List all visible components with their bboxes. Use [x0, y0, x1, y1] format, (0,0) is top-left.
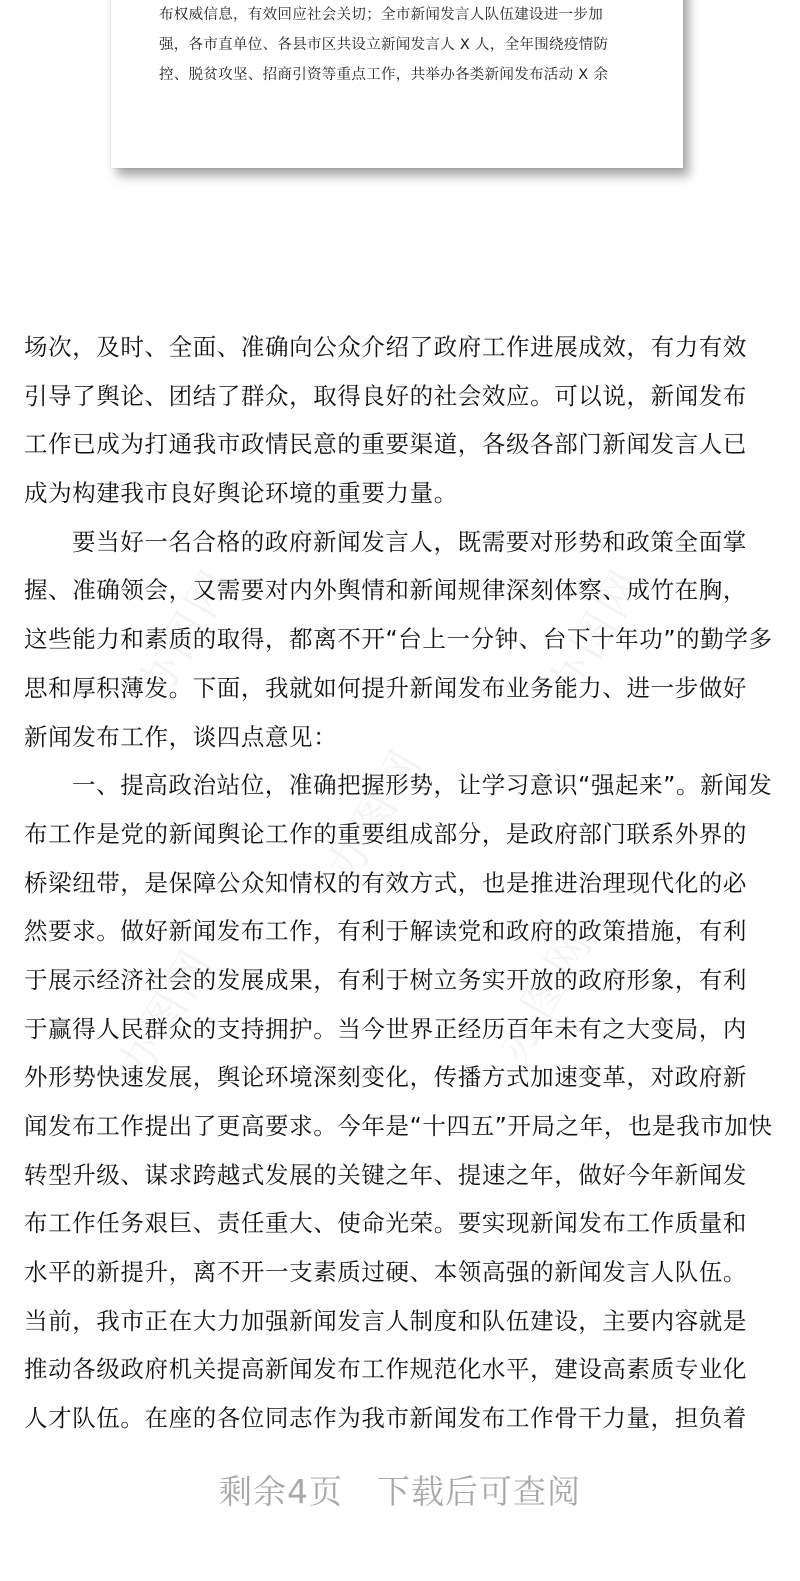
- preview-line: 强，各市直单位、各县市区共设立新闻发言人 X 人，全年围绕疫情防: [159, 37, 609, 53]
- document-line: 这些能力和素质的取得，都离不开“台上一分钟、台下十年功”的勤学多: [24, 625, 773, 654]
- document-line: 于展示经济社会的发展成果，有利于树立务实开放的政府形象，有利: [24, 965, 747, 994]
- document-line: 布工作是党的新闻舆论工作的重要组成部分，是政府部门联系外界的: [24, 819, 747, 848]
- preview-line: 布权威信息，有效回应社会关切；全市新闻发言人队伍建设进一步加: [159, 7, 603, 23]
- remaining-pages-text: 剩余4页: [219, 1472, 343, 1511]
- download-hint-text: 下载后可查阅: [377, 1472, 581, 1511]
- document-line: 场次，及时、全面、准确向公众介绍了政府工作进展成效，有力有效: [24, 333, 747, 361]
- document-line: 要当好一名合格的政府新闻发言人，既需要对形势和政策全面掌: [72, 527, 747, 556]
- document-line: 于赢得人民群众的支持拥护。当今世界正经历百年未有之大变局，内: [24, 1014, 747, 1043]
- document-line: 桥梁纽带，是保障公众知情权的有效方式，也是推进治理现代化的必: [24, 868, 747, 897]
- document-line: 工作已成为打通我市政情民意的重要渠道，各级各部门新闻发言人已: [24, 430, 747, 459]
- document-line: 思和厚积薄发。下面，我就如何提升新闻发布业务能力、进一步做好: [24, 673, 747, 702]
- document-line: 成为构建我市良好舆论环境的重要力量。: [24, 479, 458, 508]
- document-line: 推动各级政府机关提高新闻发布工作规范化水平，建设高素质专业化: [24, 1355, 747, 1384]
- download-notice[interactable]: [0, 1466, 800, 1513]
- document-body: [24, 323, 776, 1443]
- document-line: 一、提高政治站位，准确把握形势，让学习意识“强起来”。新闻发: [72, 771, 773, 800]
- preview-line: 控、脱贫攻坚、招商引资等重点工作，共举办各类新闻发布活动 X 余: [159, 67, 609, 83]
- document-line: 闻发布工作提出了更高要求。今年是“十四五”开局之年，也是我市加快: [24, 1112, 773, 1140]
- document-line: 外形势快速发展，舆论环境深刻变化，传播方式加速变革，对政府新: [24, 1063, 747, 1092]
- document-line: 引导了舆论、团结了群众，取得良好的社会效应。可以说，新闻发布: [24, 381, 747, 410]
- document-line: 然要求。做好新闻发布工作，有利于解读党和政府的政策措施，有利: [24, 917, 747, 946]
- page-preview-card: [111, 0, 683, 168]
- document-line: 新闻发布工作，谈四点意见：: [24, 722, 338, 751]
- preview-card-text: [159, 0, 649, 90]
- document-line: 转型升级、谋求跨越式发展的关键之年、提速之年，做好今年新闻发: [24, 1160, 747, 1189]
- document-line: 布工作任务艰巨、责任重大、使命光荣。要实现新闻发布工作质量和: [24, 1209, 747, 1238]
- document-line: 人才队伍。在座的各位同志作为我市新闻发布工作骨干力量，担负着: [24, 1404, 747, 1433]
- document-line: 握、准确领会，又需要对内外舆情和新闻规律深刻体察、成竹在胸，: [24, 576, 747, 605]
- document-line: 当前，我市正在大力加强新闻发言人制度和队伍建设，主要内容就是: [24, 1306, 747, 1335]
- document-line: 水平的新提升，离不开一支素质过硬、本领高强的新闻发言人队伍。: [24, 1258, 747, 1287]
